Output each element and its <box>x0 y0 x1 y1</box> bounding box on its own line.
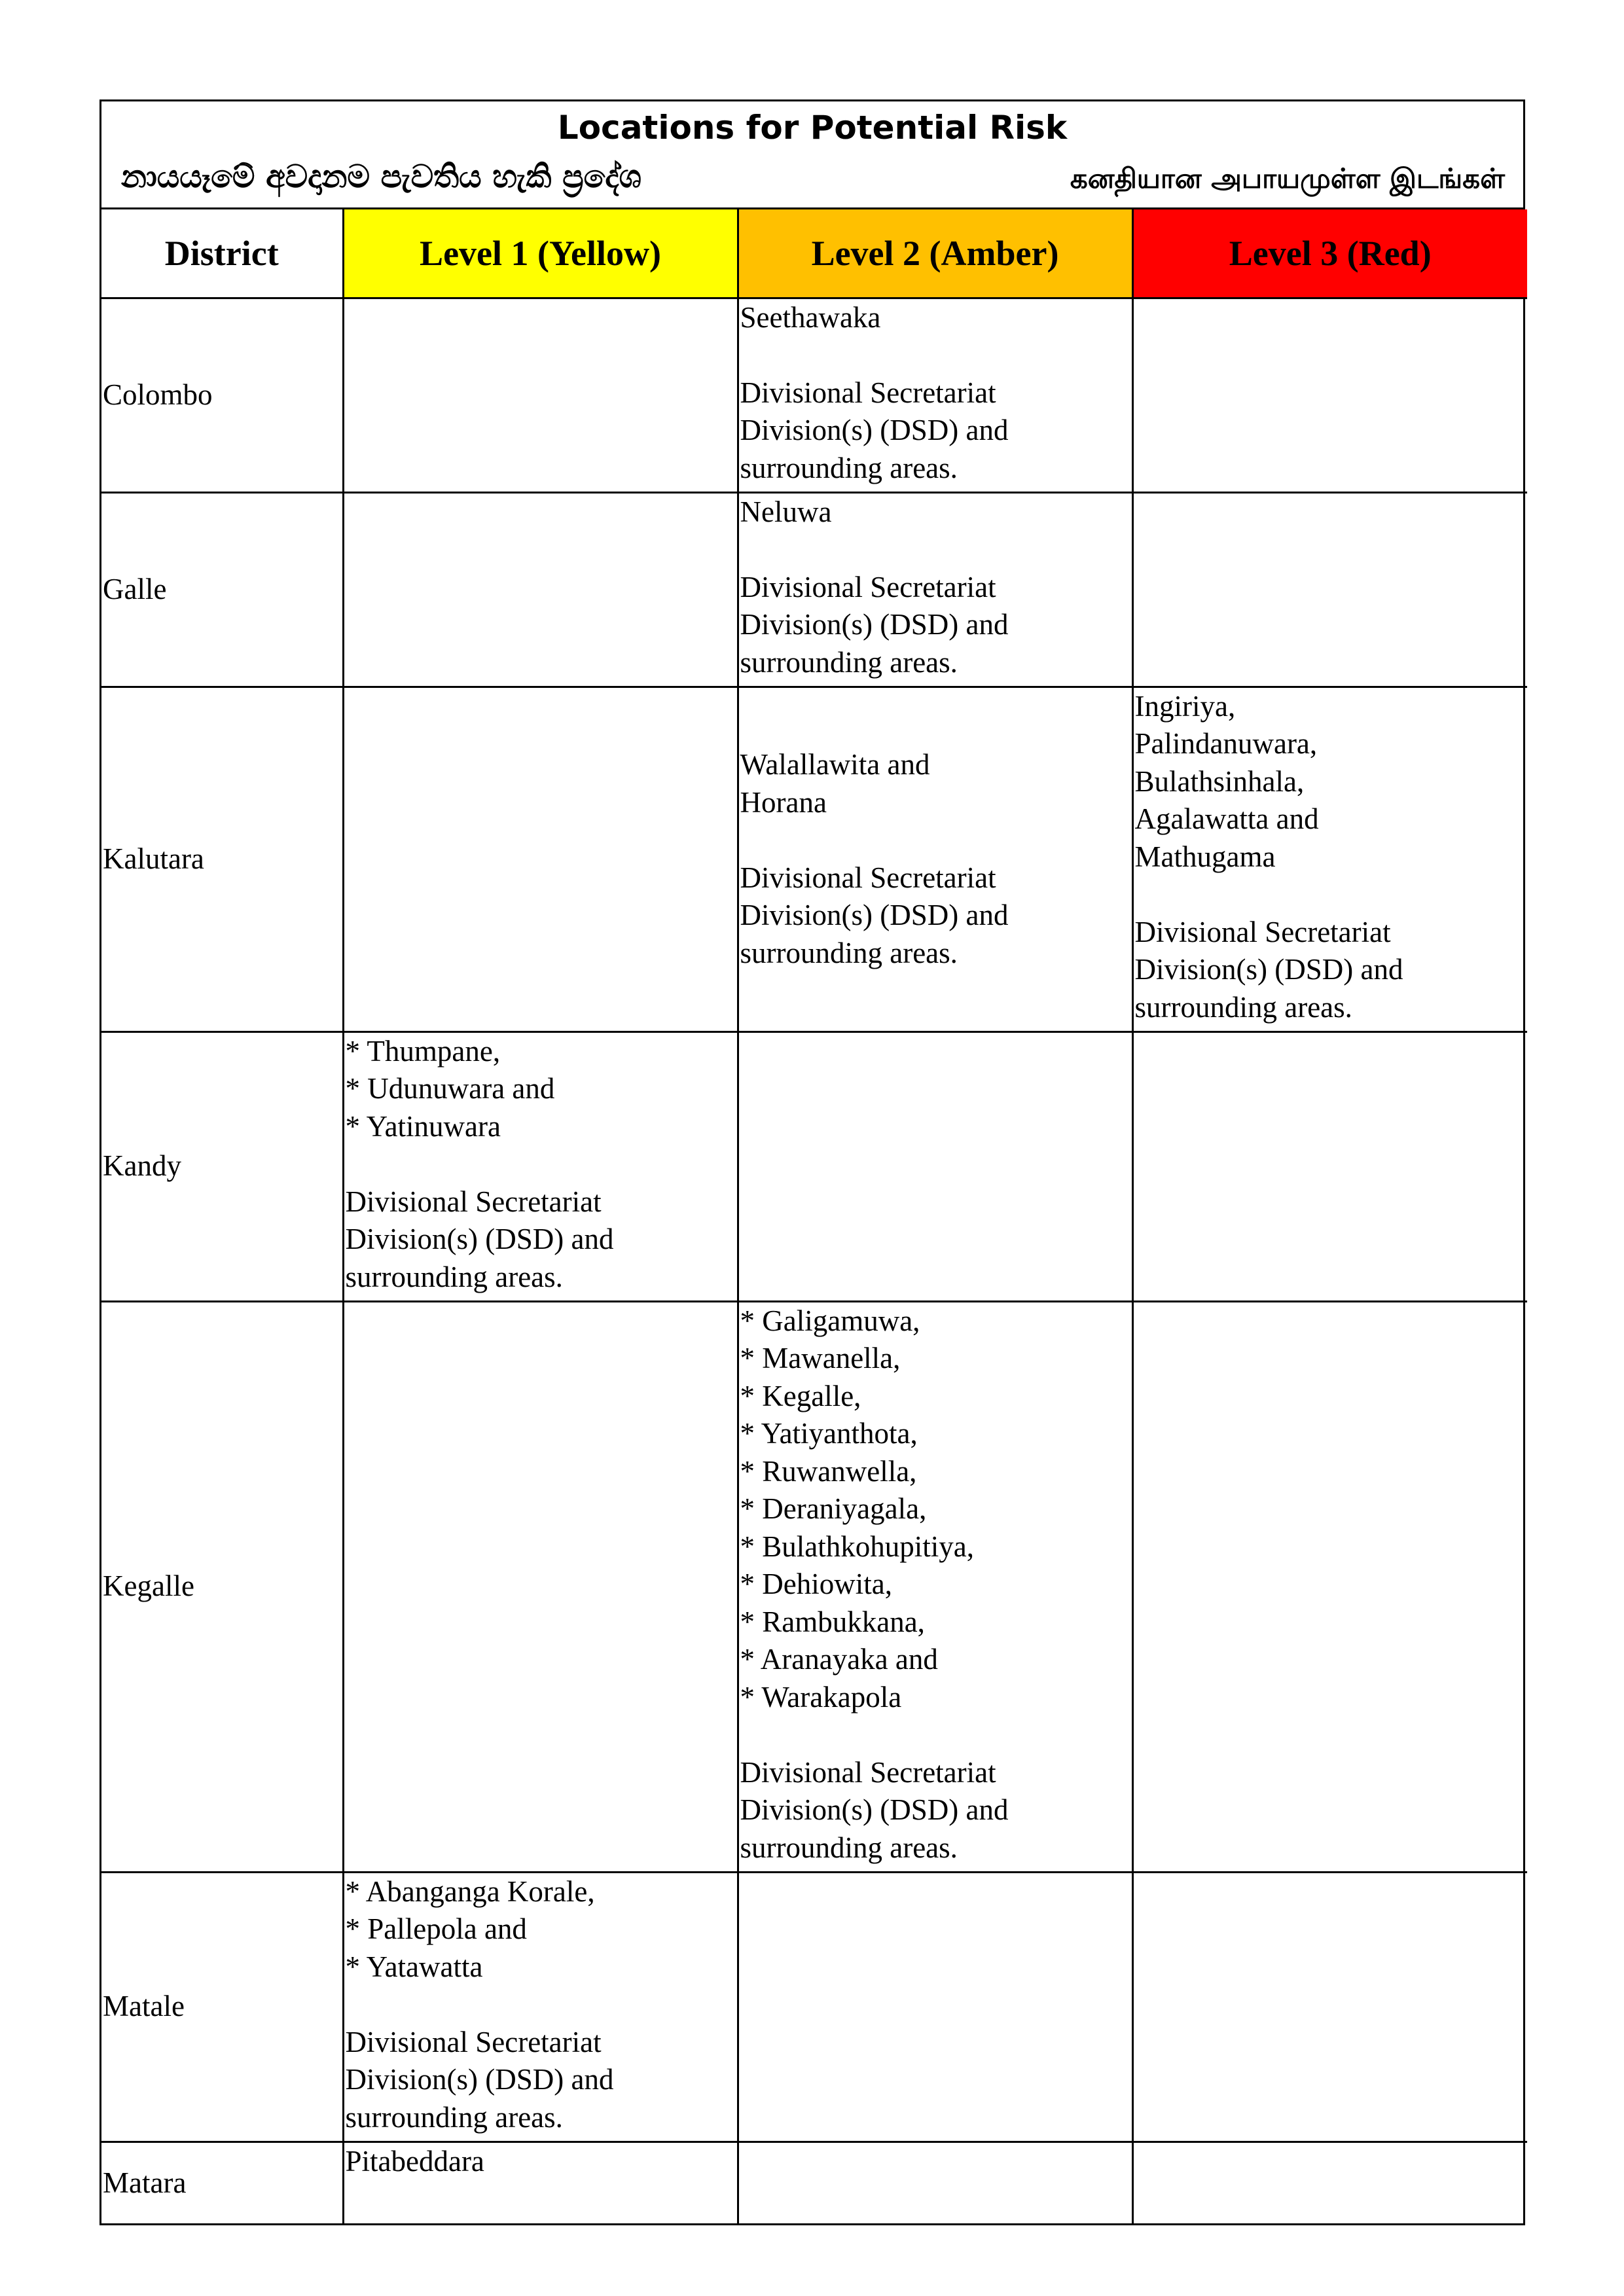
level-1-cell: * Thumpane, * Udunuwara and * Yatinuwara Divisional Secretariat Division(s) (DSD) and surrounding areas. <box>343 1031 738 1301</box>
level-2-cell: * Galigamuwa, * Mawanella, * Kegalle, * Yatiyanthota, * Ruwanwella, * Deraniyagala, * Bulathkohupitiya, * Dehiowita, * Rambukkana, * Aranayaka and * Warakapola Divisional Secretariat Division(s) (DSD) and surrounding areas. <box>738 1301 1132 1872</box>
level-3-cell <box>1132 1031 1527 1301</box>
level-1-cell <box>343 687 738 1031</box>
level-1-cell: Pitabeddara <box>343 2142 738 2223</box>
district-cell: Colombo <box>101 298 343 492</box>
table-row <box>101 1031 1527 1301</box>
table-row <box>101 687 1527 1031</box>
header-row <box>101 209 1527 298</box>
level-3-cell <box>1132 1872 1527 2142</box>
district-cell: Matale <box>101 1872 343 2142</box>
level-2-cell: Seethawaka Divisional Secretariat Division(s) (DSD) and surrounding areas. <box>738 298 1132 492</box>
level-3-cell <box>1132 298 1527 492</box>
title-sinhala: නායයෑමේ අවදානම පැවතිය හැකි ප්‍රදේශ <box>121 158 641 195</box>
table-row <box>101 492 1527 687</box>
table-row <box>101 1872 1527 2142</box>
district-cell: Kandy <box>101 1031 343 1301</box>
level-3-cell <box>1132 492 1527 687</box>
level-3-cell <box>1132 2142 1527 2223</box>
title-tamil: கனதியான அபாயமுள்ள இடங்கள் <box>1070 162 1505 194</box>
district-cell: Kegalle <box>101 1301 343 1872</box>
level-3-cell <box>1132 1301 1527 1872</box>
level-3-cell: Ingiriya, Palindanuwara, Bulathsinhala, Agalawatta and Mathugama Divisional Secretariat Division(s) (DSD) and surrounding areas. <box>1132 687 1527 1031</box>
table-row <box>101 298 1527 492</box>
header-district: District <box>101 209 343 298</box>
level-1-cell: * Abanganga Korale, * Pallepola and * Yatawatta Divisional Secretariat Division(s) (DSD) and surrounding areas. <box>343 1872 738 2142</box>
level-2-cell <box>738 1872 1132 2142</box>
title-block <box>101 101 1523 209</box>
district-cell: Kalutara <box>101 687 343 1031</box>
title-english: Locations for Potential Risk <box>557 109 1068 147</box>
header-level-1: Level 1 (Yellow) <box>343 209 738 298</box>
table-row <box>101 1301 1527 1872</box>
risk-locations-sheet <box>99 99 1525 2225</box>
district-cell: Galle <box>101 492 343 687</box>
level-1-cell <box>343 298 738 492</box>
table-row <box>101 2142 1527 2223</box>
header-level-2: Level 2 (Amber) <box>738 209 1132 298</box>
level-1-cell <box>343 492 738 687</box>
header-level-3: Level 3 (Red) <box>1132 209 1527 298</box>
risk-table <box>101 209 1527 2223</box>
level-2-cell <box>738 2142 1132 2223</box>
level-1-cell <box>343 1301 738 1872</box>
level-2-cell: Walallawita and Horana Divisional Secretariat Division(s) (DSD) and surrounding areas. <box>738 687 1132 1031</box>
district-cell: Matara <box>101 2142 343 2223</box>
level-2-cell <box>738 1031 1132 1301</box>
level-2-cell: Neluwa Divisional Secretariat Division(s) (DSD) and surrounding areas. <box>738 492 1132 687</box>
